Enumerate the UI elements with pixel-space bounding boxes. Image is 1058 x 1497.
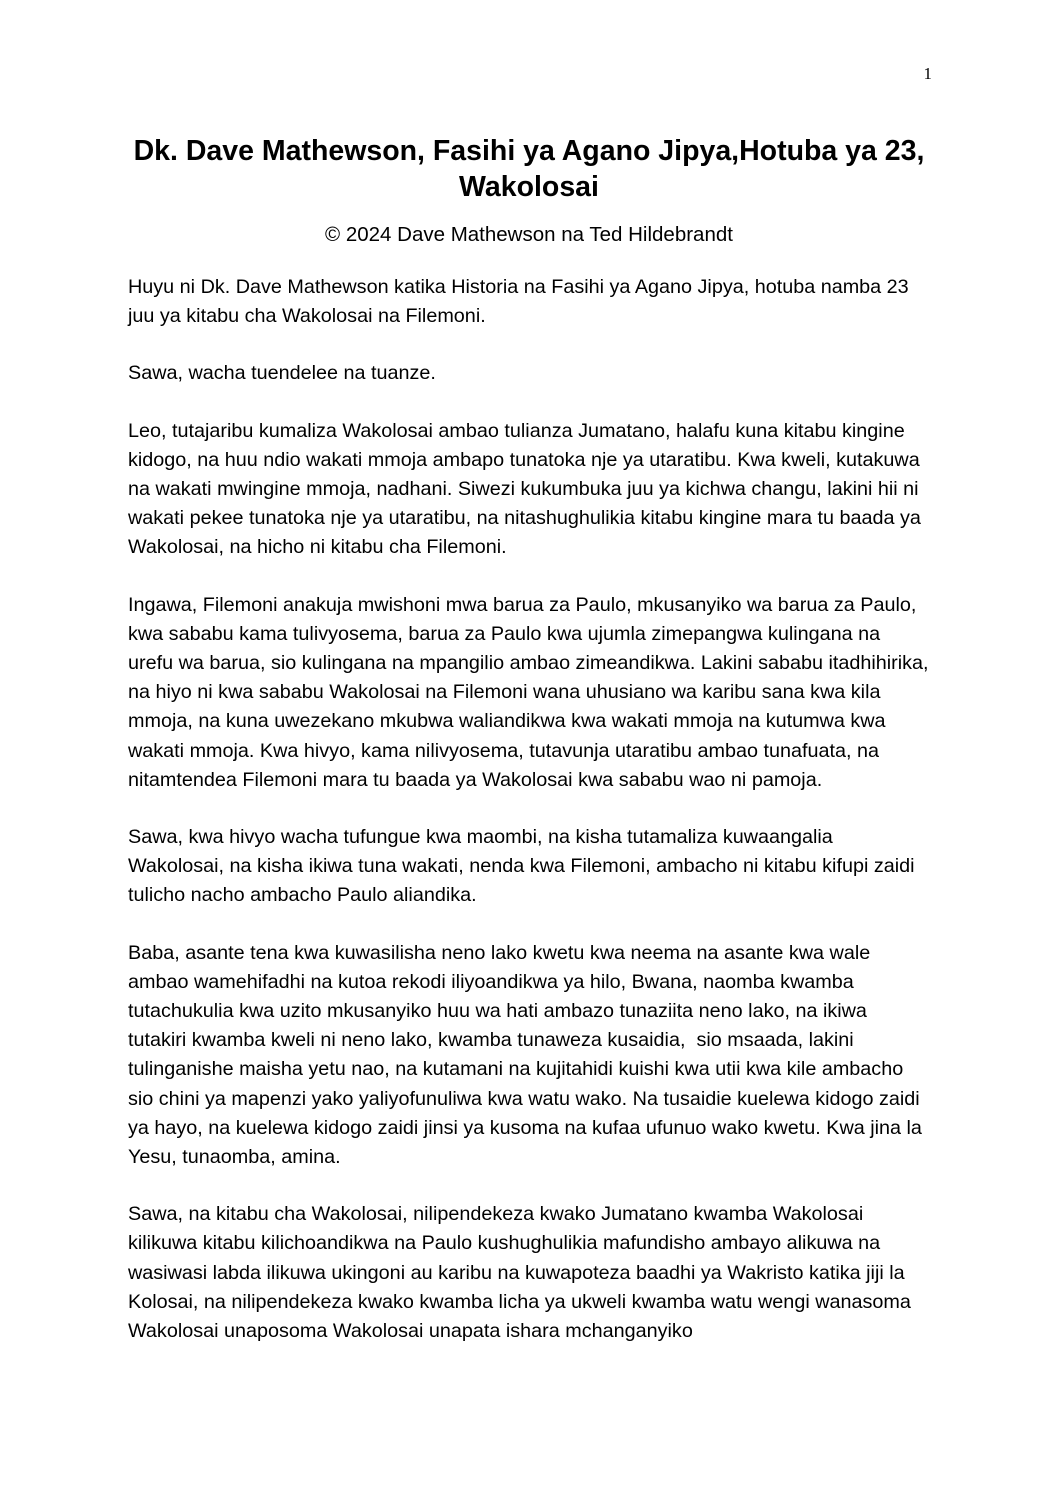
page-number: 1 (923, 64, 932, 83)
copyright-line: © 2024 Dave Mathewson na Ted Hildebrandt (325, 223, 733, 246)
paragraph: Leo, tutajaribu kumaliza Wakolosai ambao tulianza Jumatano, halafu kuna kitabu kingine kidogo, na huu ndio wakati mmoja ambapo tunatoka nje ya utaratibu. Kwa kweli, kutakuwa na wakati mwingine mmoja, nadhani. Siwezi kukumbuka juu ya kichwa changu, lakini hii ni wakati pekee tunatoka nje ya utaratibu, na nitashughulikia kitabu kingine mara tu baada ya Wakolosai, na hicho ni kitabu cha Filemoni. (128, 419, 927, 559)
paragraph: Sawa, wacha tuendelee na tuanze. (128, 362, 436, 385)
paragraph: Sawa, na kitabu cha Wakolosai, nilipendekeza kwako Jumatano kwamba Wakolosai kilikuwa kitabu kilichoandikwa na Paulo kushughulikia mafundisho ambayo alikuwa na wasiwasi labda ilikuwa ukingoni au karibu na kuwapoteza baadhi ya Wakristo katika jiji la Kolosai, na nilipendekeza kwako kwamba licha ya ukweli kwamba watu wengi wanasoma Wakolosai unaposoma Wakolosai unapata ishara mchanganyiko (128, 1203, 917, 1343)
paragraph: Sawa, kwa hivyo wacha tufungue kwa maombi, na kisha tutamaliza kuwaangalia Wakolosai, na kisha ikiwa tuna wakati, nenda kwa Filemoni, ambacho ni kitabu kifupi zaidi tulicho nacho ambacho Paulo aliandika. (128, 826, 921, 907)
paragraph: Baba, asante tena kwa kuwasilisha neno lako kwetu kwa neema na asante kwa wale ambao wamehifadhi na kutoa rekodi iliyoandikwa ya hilo, Bwana, naomba kwamba tutachukulia kwa uzito mkusanyiko huu wa hati ambazo tunaziita neno lako, na ikiwa tutakiri kwamba kweli ni neno lako, kwamba tunaweza kusaidia, sio msaada, lakini tulinganishe maisha yetu nao, na kutamani na kujitahidi kuishi kwa utii kwa kile ambacho sio chini ya mapenzi yako yaliyofunuliwa kwa watu wako. Na tusaidie kuelewa kidogo zaidi ya hayo, na kuelewa kidogo zaidi jinsi ya kusoma na kufaa ufunuo wako kwetu. Kwa jina la Yesu, tunaomba, amina. (128, 941, 928, 1169)
body-text (128, 273, 935, 1374)
paragraph: Huyu ni Dk. Dave Mathewson katika Historia na Fasihi ya Agano Jipya, hotuba namba 23 juu ya kitabu cha Wakolosai na Filemoni. (128, 276, 915, 328)
paragraph: Ingawa, Filemoni anakuja mwishoni mwa barua za Paulo, mkusanyiko wa barua za Paulo, kwa sababu kama tulivyosema, barua za Paulo kwa ujumla zimepangwa kulingana na urefu wa barua, sio kulingana na mpangilio ambao zimeandikwa. Lakini sababu itadhihirika, na hiyo ni kwa sababu Wakolosai na Filemoni wana uhusiano wa karibu sana kwa kila mmoja, na kuna uwezekano mkubwa waliandikwa kwa wakati mmoja na kutumwa kwa wakati mmoja. Kwa hivyo, kama nilivyosema, tutavunja utaratibu ambao tunafuata, na nitamtendea Filemoni mara tu baada ya Wakolosai kwa sababu wao ni pamoja. (128, 593, 935, 791)
document-title: Dk. Dave Mathewson, Fasihi ya Agano Jipya,Hotuba ya 23, Wakolosai (133, 135, 925, 203)
